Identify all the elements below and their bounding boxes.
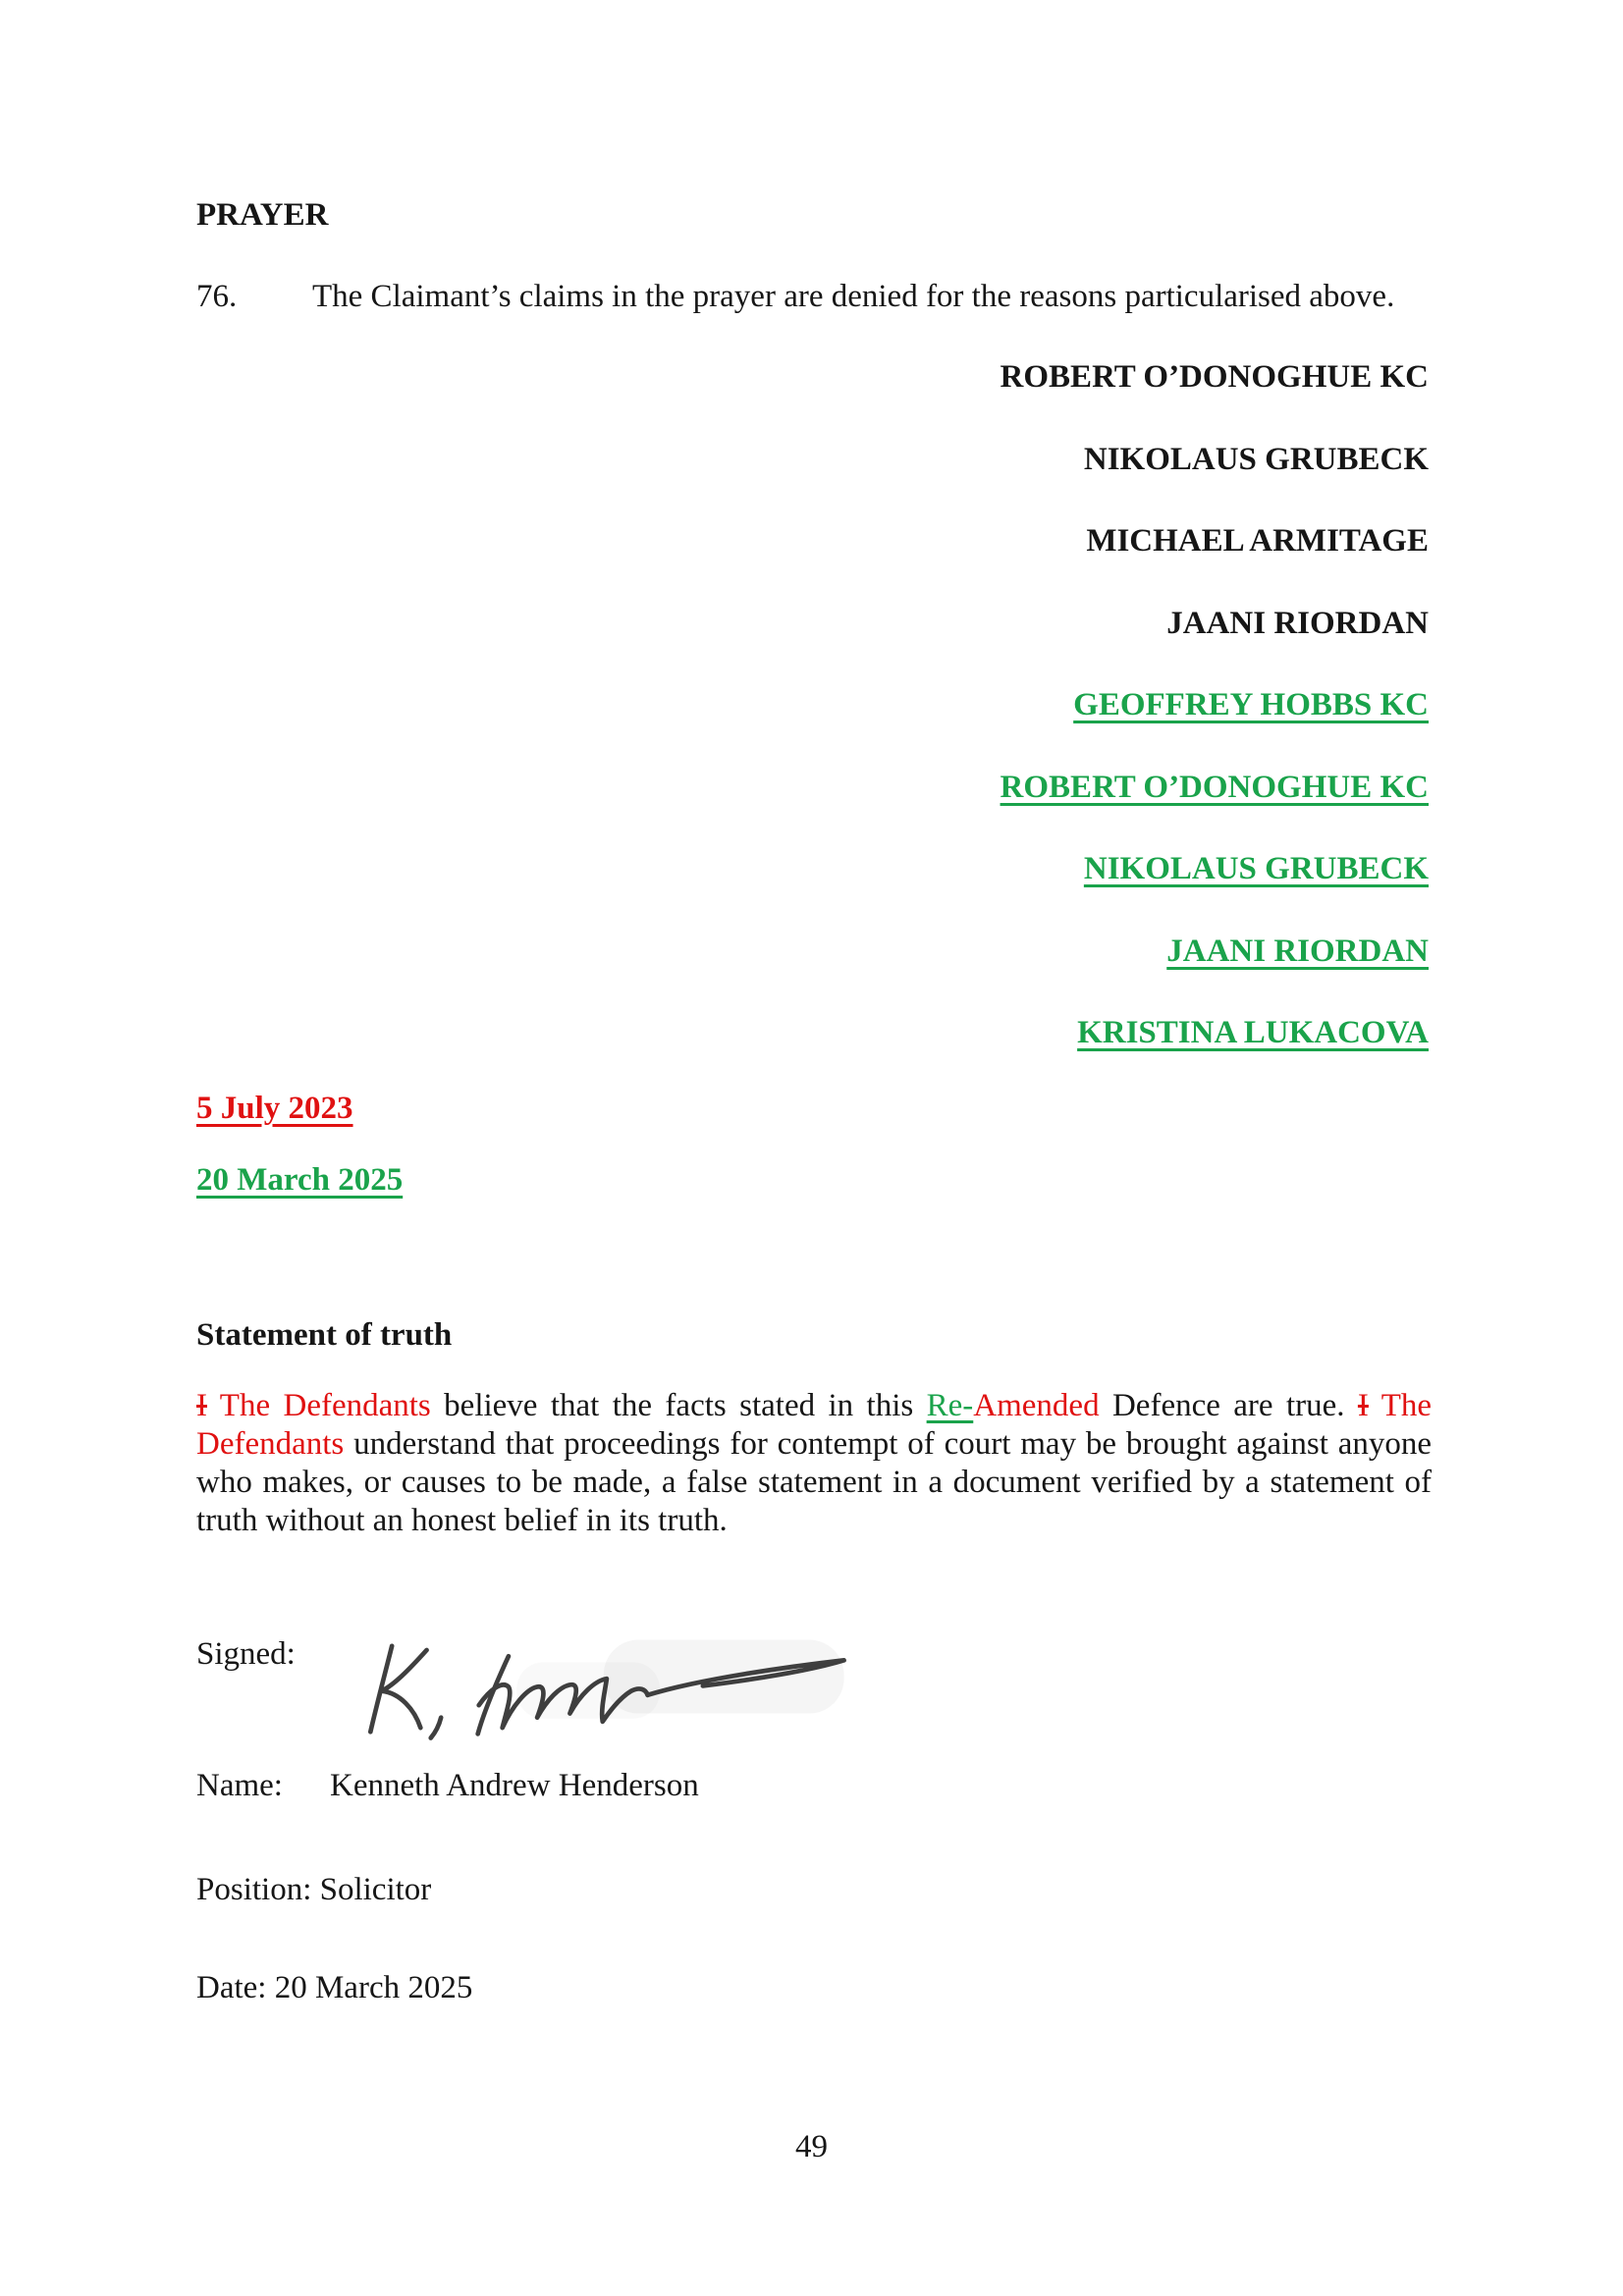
statement-segment-red: Defendants <box>196 1426 345 1462</box>
signature-image <box>363 1631 854 1744</box>
date-row: Date: 20 March 2025 <box>196 1970 473 2005</box>
original-date: 5 July 2023 <box>196 1091 353 1126</box>
statement-segment-red-strike: I <box>196 1388 207 1423</box>
statement-segment-red: The <box>1380 1388 1433 1423</box>
statement-segment-plain: Defence are true. <box>1099 1388 1358 1423</box>
statement-of-truth-paragraph <box>196 1387 1432 1540</box>
statement-segment-red: Amended <box>973 1388 1100 1423</box>
signatory-name-amended: NIKOLAUS GRUBECK <box>1083 851 1429 886</box>
signatory-name-amended: ROBERT O’DONOGHUE KC <box>1000 769 1429 805</box>
statement-of-truth-heading: Statement of truth <box>196 1317 453 1353</box>
position-row: Position: Solicitor <box>196 1872 432 1907</box>
statement-segment-green-underline: Re- <box>926 1388 974 1423</box>
statement-segment-plain: who makes, or causes to be made, a false statement in a document verified by a statement of <box>196 1465 1432 1500</box>
statement-segment-plain: truth without an honest belief in its truth. <box>196 1503 728 1538</box>
signatories-original-list <box>196 361 1429 689</box>
paragraph-number: 76. <box>196 279 238 314</box>
signatory-name-amended: KRISTINA LUKACOVA <box>1077 1015 1429 1050</box>
signatory-name-original: ROBERT O’DONOGHUE KC <box>1000 359 1429 395</box>
name-row <box>196 1770 699 1802</box>
name-value: Kenneth Andrew Henderson <box>330 1768 699 1803</box>
statement-segment-plain: understand that proceedings for contempt of court may be brought against anyone <box>344 1426 1432 1462</box>
statement-segment-red-strike: I <box>1357 1388 1369 1423</box>
amended-date: 20 March 2025 <box>196 1162 404 1198</box>
signatory-name-original: MICHAEL ARMITAGE <box>1086 523 1429 559</box>
statement-segment-red: The Defendants <box>219 1388 431 1423</box>
signatory-name-original: NIKOLAUS GRUBECK <box>1083 441 1429 477</box>
paragraph-76 <box>196 281 1432 313</box>
page-number: 49 <box>795 2129 828 2164</box>
statement-segment-red <box>1369 1388 1381 1423</box>
prayer-heading: PRAYER <box>196 197 329 233</box>
statement-line <box>196 1387 1432 1425</box>
signatory-name-amended: JAANI RIORDAN <box>1166 933 1429 969</box>
signatory-name-amended: GEOFFREY HOBBS KC <box>1073 687 1429 722</box>
paragraph-text: The Claimant’s claims in the prayer are denied for the reasons particularised above. <box>312 279 1395 314</box>
signed-label: Signed: <box>196 1636 296 1672</box>
statement-segment-red <box>207 1388 220 1423</box>
handwritten-signature-icon <box>363 1631 854 1744</box>
statement-line <box>196 1464 1432 1502</box>
statement-line <box>196 1502 1432 1540</box>
statement-segment-plain: believe that the facts stated in this <box>430 1388 927 1423</box>
name-label: Name: <box>196 1768 283 1803</box>
statement-line <box>196 1425 1432 1464</box>
signatory-name-original: JAANI RIORDAN <box>1166 605 1429 641</box>
signatories-amended-list <box>196 689 1429 1099</box>
